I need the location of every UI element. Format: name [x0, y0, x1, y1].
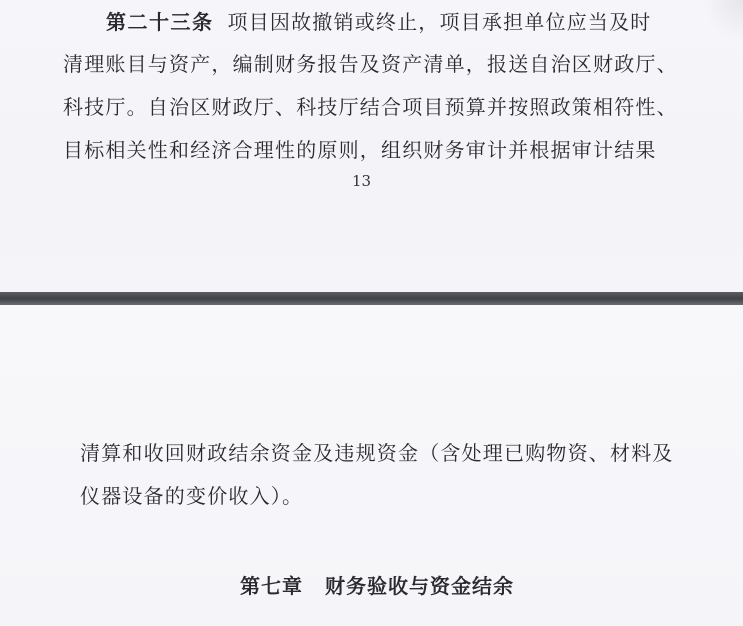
paragraph-line-2: 清理账目与资产，编制财务报告及资产清单，报送自治区财政厅、 — [63, 52, 678, 76]
document-page-upper — [0, 0, 743, 292]
page-number: 13 — [352, 172, 372, 190]
chapter-title-text: 财务验收与资金结余 — [325, 574, 514, 598]
article-label: 第二十三条 — [106, 10, 214, 34]
page-separator — [0, 292, 743, 305]
paragraph-text: 项目因故撤销或终止，项目承担单位应当及时 — [227, 10, 652, 34]
paragraph-line-3: 科技厅。自治区财政厅、科技厅结合项目预算并按照政策相符性、 — [63, 95, 678, 119]
continuation-line-1: 清算和收回财政结余资金及违规资金（含处理已购物资、材料及 — [80, 441, 674, 465]
page-corner-shadow — [703, 0, 743, 40]
chapter-number: 第七章 — [240, 574, 303, 598]
paragraph-line-4: 目标相关性和经济合理性的原则，组织财务审计并根据审计结果 — [63, 138, 657, 162]
paragraph-line-1 — [106, 10, 652, 34]
chapter-heading — [240, 570, 514, 599]
continuation-line-2: 仪器设备的变价收入）。 — [80, 484, 304, 508]
